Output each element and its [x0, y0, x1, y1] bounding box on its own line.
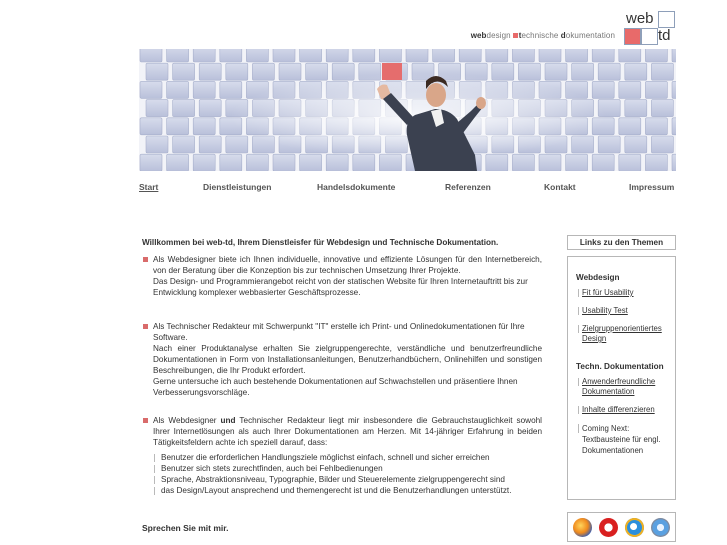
intro-techdoc — [142, 321, 542, 398]
welcome-heading: Willkommen bei web-td, Ihrem Dienstleisfer für Webdesign und Technische Dokumentation. — [142, 238, 499, 247]
list-item: Sprache, Abstraktionsniveau, Typographie, Bilder und Steuerelemente zielgruppengerecht sind — [153, 474, 542, 485]
link-fit-fuer-usability[interactable]: Fit für Usability — [576, 288, 675, 298]
list-item: Benutzer die erforderlichen Handlungsziele möglichst einfach, schnell und sicher erreichen — [153, 452, 542, 463]
tagline-word-web-bold: web — [470, 31, 487, 40]
link-usability-test[interactable]: Usability Test — [576, 306, 675, 316]
paragraph-text: Gerne untersuche ich auch bestehende Dokumentationen auf Schwachstellen und präsentiere Ihnen Verbesserungsvorschläge. — [153, 377, 518, 397]
opera-icon — [599, 518, 618, 537]
spacer — [576, 352, 675, 362]
usability-goals-list — [153, 452, 542, 496]
tagline-word-doc-bold: d — [560, 31, 566, 40]
coming-next-note: Coming Next: Textbausteine für engl. Dokumentationen — [576, 423, 675, 456]
nav-start[interactable]: Start — [139, 182, 159, 192]
paragraph-text: Das Design- und Programmierangebot reicht von der statischen Website für Ihren Internetauftritt bis zur Entwicklung komplexer webbasierter Geschäftsprozesse. — [153, 277, 528, 297]
sidebar-topics — [567, 256, 676, 500]
safari-icon — [651, 518, 670, 537]
link-anwenderfreundliche-dokumentation[interactable]: Anwenderfreundliche Dokumentation — [576, 377, 675, 397]
paragraph-part: Technischer Redakteur liegt mir insbesondere die Gebrauchstauglichkeit sowohl Ihrer Internetlösungen als auch Ihrer Dokumentationen am Herzen. Mit 14-jähriger Erfahrung in beiden Tätigkeitsfeldern achte ich speziell darauf, dass: — [153, 416, 542, 447]
main-content — [142, 238, 542, 533]
browser-compatibility-box — [567, 512, 676, 542]
paragraph-text — [153, 415, 542, 448]
nav-impressum[interactable]: Impressum — [629, 182, 675, 192]
paragraph-text: Als Technischer Redakteur mit Schwerpunkt "IT" erstelle ich Print- und Onlinedokumentationen für Ihre Software. — [153, 322, 525, 342]
closing-line: Sprechen Sie mit mir. — [142, 523, 229, 533]
logo-square-bottom — [641, 28, 658, 45]
tagline-word-web-rest: design — [486, 31, 511, 40]
bullet-icon — [143, 324, 148, 329]
tagline-word-tech-bold: t — [518, 31, 522, 40]
internet-explorer-icon — [625, 518, 644, 537]
hero-banner — [139, 49, 676, 171]
intro-webdesign — [142, 254, 542, 298]
link-inhalte-differenzieren[interactable]: Inhalte differenzieren — [576, 405, 675, 415]
paragraph-text: Als Webdesigner biete ich Ihnen individuelle, innovative und effiziente Lösungen für den Internetbereich, von der Beratung über die Konzeption bis zur technischen Umsetzung Ihrer Projekte. — [153, 255, 542, 275]
paragraph-part: Als Webdesigner — [153, 416, 217, 425]
main-navigation — [139, 182, 676, 196]
sidebar-section-techdoc: Techn. Dokumentation — [576, 362, 664, 371]
logo-text-web: web — [626, 10, 654, 27]
sidebar-heading: Links zu den Themen — [567, 235, 676, 250]
list-item: Benutzer sich stets zurechtfinden, auch bei Fehlbedienungen — [153, 463, 542, 474]
nav-dienstleistungen[interactable]: Dienstleistungen — [203, 182, 272, 192]
firefox-icon — [573, 518, 592, 537]
bullet-icon — [143, 257, 148, 262]
tagline-word-tech-rest: echnische — [521, 31, 559, 40]
paragraph-text: Nach einer Produktanalyse erhalten Sie zielgruppengerechte, verständliche und benutzerfreundliche Dokumentationen in Form von Installationsanleitungen, Benutzerhandbüchern, Onlinehilfen und sonstigen Beschreibungen, die Ihr Produkt erfordert. — [153, 344, 542, 375]
tagline-word-doc-rest: okumentation — [565, 31, 615, 40]
link-zielgruppenorientiertes-design[interactable]: Zielgruppenorientiertes Design — [576, 324, 675, 344]
web-td-logo[interactable] — [624, 11, 677, 45]
logo-text-td: td — [658, 27, 671, 44]
hero-tile-wall-image — [139, 49, 676, 171]
nav-referenzen[interactable]: Referenzen — [445, 182, 491, 192]
logo-square-top — [658, 11, 675, 28]
brand-tagline — [440, 31, 615, 40]
bullet-icon — [143, 418, 148, 423]
logo-square-red — [624, 28, 641, 45]
list-item: das Design/Layout ansprechend und themengerecht ist und die Benutzerhandlungen unterstützt. — [153, 485, 542, 496]
tagline-red-square-icon — [513, 33, 518, 38]
paragraph-part-bold: und — [220, 416, 236, 425]
intro-usability — [142, 415, 542, 496]
nav-handelsdokumente[interactable]: Handelsdokumente — [317, 182, 396, 192]
nav-kontakt[interactable]: Kontakt — [544, 182, 576, 192]
sidebar-section-webdesign: Webdesign — [576, 273, 620, 282]
